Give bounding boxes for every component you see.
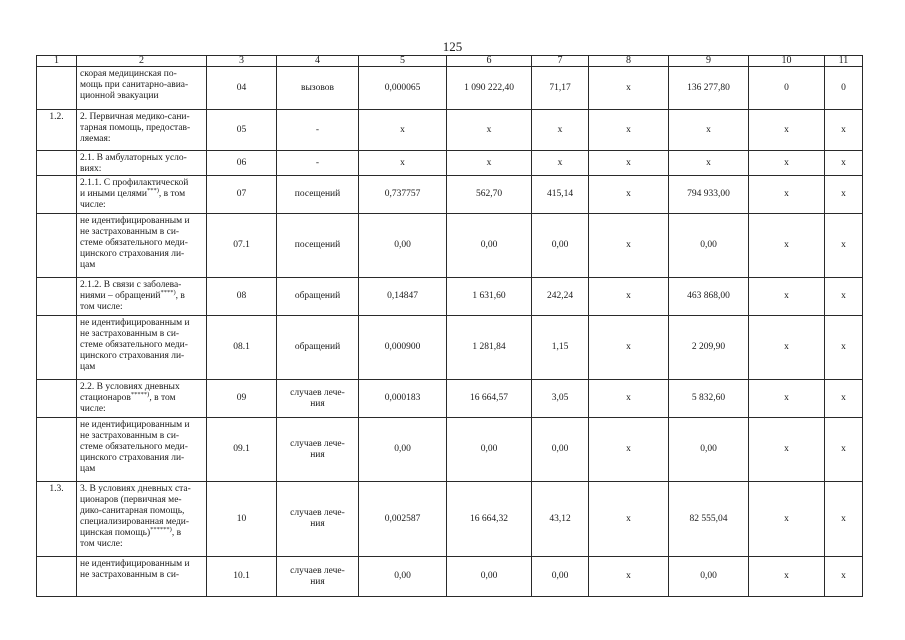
value-cell: 0,00 (532, 418, 589, 482)
column-number-cell: 6 (447, 56, 532, 67)
footnote-marker: ******) (150, 525, 172, 533)
value-cell: х (669, 110, 749, 151)
value-cell: х (359, 110, 447, 151)
row-number-cell: 1.3. (37, 482, 77, 557)
row-number-cell: 1.2. (37, 110, 77, 151)
column-number-cell: 4 (277, 56, 359, 67)
table-row (37, 151, 863, 176)
row-name-text: 2.1. В амбулаторных усло- виях: (80, 153, 187, 174)
value-cell: х (589, 418, 669, 482)
value-cell: 3,05 (532, 380, 589, 418)
row-name-cell (77, 151, 207, 176)
table-row (37, 176, 863, 214)
value-cell: х (749, 110, 825, 151)
footnote-marker: ****) (160, 288, 176, 296)
row-name-text: 2. Первичная медико-сани- тарная помощь, предостав- ляемая: (80, 112, 191, 144)
row-name-cell (77, 418, 207, 482)
value-cell: 2 209,90 (669, 316, 749, 380)
unit-cell: случаев лече- ния (277, 380, 359, 418)
table-row (37, 316, 863, 380)
value-cell: 0,00 (669, 557, 749, 597)
table-row (37, 380, 863, 418)
value-cell: х (589, 110, 669, 151)
row-name-text-continued: , в том числе: (80, 189, 186, 210)
row-name-text: не идентифицированным и не застрахованным в си- стеме обязательного меди- цинского страхования ли- цам (80, 216, 190, 270)
row-number-cell (37, 418, 77, 482)
value-cell: х (825, 278, 863, 316)
value-cell: х (589, 316, 669, 380)
value-cell: х (589, 176, 669, 214)
table-row (37, 214, 863, 278)
value-cell: 0,00 (669, 418, 749, 482)
value-cell: 0,00 (447, 418, 532, 482)
line-code-cell: 09 (207, 380, 277, 418)
line-code-cell: 05 (207, 110, 277, 151)
value-cell: 0,737757 (359, 176, 447, 214)
value-cell: х (589, 380, 669, 418)
value-cell: 5 832,60 (669, 380, 749, 418)
row-name-text: 3. В условиях дневных ста- ционаров (первичная ме- дико-санитарная помощь, специализированная меди- цинская помощь) (80, 484, 191, 538)
value-cell: 463 868,00 (669, 278, 749, 316)
footnote-marker: ***) (147, 186, 159, 194)
table-row (37, 67, 863, 110)
unit-cell: - (277, 151, 359, 176)
value-cell: х (825, 151, 863, 176)
value-cell: 0,00 (359, 557, 447, 597)
value-cell: х (589, 151, 669, 176)
row-number-cell (37, 176, 77, 214)
row-name-text: скорая медицинская по- мощь при санитарно-авиа- ционной эвакуации (80, 69, 189, 101)
value-cell: х (825, 214, 863, 278)
value-cell: 0,002587 (359, 482, 447, 557)
column-number-row (37, 56, 863, 67)
value-cell: х (749, 176, 825, 214)
value-cell: х (825, 482, 863, 557)
value-cell: 0,00 (447, 557, 532, 597)
unit-cell: обращений (277, 316, 359, 380)
value-cell: 0,000183 (359, 380, 447, 418)
unit-cell: случаев лече- ния (277, 482, 359, 557)
column-number-cell: 2 (77, 56, 207, 67)
value-cell: х (825, 316, 863, 380)
value-cell: 0,000900 (359, 316, 447, 380)
value-cell: 16 664,57 (447, 380, 532, 418)
column-number-cell: 10 (749, 56, 825, 67)
table-row (37, 418, 863, 482)
value-cell: х (825, 418, 863, 482)
row-name-text: 2.2. В условиях дневных стационаров (80, 382, 180, 403)
row-name-text: не идентифицированным и не застрахованным в си- стеме обязательного меди- цинского страхования ли- цам (80, 420, 190, 474)
value-cell: 0 (825, 67, 863, 110)
value-cell: 0,00 (447, 214, 532, 278)
value-cell: 1 631,60 (447, 278, 532, 316)
row-number-cell (37, 380, 77, 418)
value-cell: 1 281,84 (447, 316, 532, 380)
value-cell: х (589, 482, 669, 557)
row-name-cell (77, 176, 207, 214)
value-cell: х (447, 110, 532, 151)
value-cell: х (589, 214, 669, 278)
row-name-text: не идентифицированным и не застрахованным в си- стеме обязательного меди- цинского страхования ли- цам (80, 318, 190, 372)
page-number: 125 (442, 39, 463, 54)
value-cell: 1 090 222,40 (447, 67, 532, 110)
value-cell: х (825, 176, 863, 214)
line-code-cell: 10.1 (207, 557, 277, 597)
row-name-cell (77, 67, 207, 110)
value-cell: 415,14 (532, 176, 589, 214)
column-number-cell: 8 (589, 56, 669, 67)
table-row (37, 110, 863, 151)
row-number-cell (37, 316, 77, 380)
unit-cell: - (277, 110, 359, 151)
value-cell: 136 277,80 (669, 67, 749, 110)
value-cell: х (749, 557, 825, 597)
row-name-cell (77, 110, 207, 151)
unit-cell: посещений (277, 176, 359, 214)
row-number-cell (37, 67, 77, 110)
row-name-cell (77, 557, 207, 597)
line-code-cell: 07 (207, 176, 277, 214)
value-cell: х (749, 278, 825, 316)
value-cell: 16 664,32 (447, 482, 532, 557)
line-code-cell: 04 (207, 67, 277, 110)
table-body (37, 56, 863, 597)
value-cell: х (447, 151, 532, 176)
line-code-cell: 06 (207, 151, 277, 176)
row-number-cell (37, 214, 77, 278)
column-number-cell: 9 (669, 56, 749, 67)
row-name-cell (77, 214, 207, 278)
value-cell: 0,00 (669, 214, 749, 278)
value-cell: х (532, 110, 589, 151)
data-table (36, 55, 863, 597)
row-name-text-continued: , в том числе: (80, 528, 182, 549)
value-cell: 0,000065 (359, 67, 447, 110)
row-name-text: 2.1.2. В связи с заболева- ниями – обращений (80, 280, 182, 301)
value-cell: х (749, 482, 825, 557)
line-code-cell: 08.1 (207, 316, 277, 380)
row-name-cell (77, 380, 207, 418)
value-cell: 0,14847 (359, 278, 447, 316)
unit-cell: посещений (277, 214, 359, 278)
value-cell: х (749, 418, 825, 482)
row-name-cell (77, 278, 207, 316)
value-cell: х (749, 151, 825, 176)
column-number-cell: 5 (359, 56, 447, 67)
value-cell: 0,00 (359, 418, 447, 482)
unit-cell: случаев лече- ния (277, 557, 359, 597)
column-number-cell: 11 (825, 56, 863, 67)
value-cell: 0 (749, 67, 825, 110)
value-cell: х (749, 316, 825, 380)
value-cell: 82 555,04 (669, 482, 749, 557)
value-cell: 0,00 (532, 557, 589, 597)
value-cell: х (589, 67, 669, 110)
row-name-text-continued: , в том числе: (80, 393, 176, 414)
row-name-cell (77, 482, 207, 557)
value-cell: х (749, 214, 825, 278)
value-cell: х (825, 380, 863, 418)
value-cell: 0,00 (532, 214, 589, 278)
line-code-cell: 07.1 (207, 214, 277, 278)
line-code-cell: 09.1 (207, 418, 277, 482)
column-number-cell: 3 (207, 56, 277, 67)
row-number-cell (37, 151, 77, 176)
unit-cell: случаев лече- ния (277, 418, 359, 482)
value-cell: 794 933,00 (669, 176, 749, 214)
row-name-text: не идентифицированным и не застрахованным в си- (80, 559, 190, 580)
value-cell: 71,17 (532, 67, 589, 110)
column-number-cell: 7 (532, 56, 589, 67)
row-name-text: 2.1.1. С профилактической и иными целями (80, 178, 189, 199)
value-cell: 562,70 (447, 176, 532, 214)
row-name-text-continued: , в том числе: (80, 291, 185, 312)
table-row (37, 482, 863, 557)
value-cell: х (825, 557, 863, 597)
unit-cell: обращений (277, 278, 359, 316)
value-cell: 43,12 (532, 482, 589, 557)
value-cell: х (359, 151, 447, 176)
line-code-cell: 10 (207, 482, 277, 557)
row-name-cell (77, 316, 207, 380)
value-cell: х (532, 151, 589, 176)
value-cell: 1,15 (532, 316, 589, 380)
value-cell: х (669, 151, 749, 176)
value-cell: 242,24 (532, 278, 589, 316)
value-cell: х (749, 380, 825, 418)
table-row (37, 557, 863, 597)
value-cell: х (589, 278, 669, 316)
value-cell: х (589, 557, 669, 597)
value-cell: 0,00 (359, 214, 447, 278)
row-number-cell (37, 278, 77, 316)
column-number-cell: 1 (37, 56, 77, 67)
row-number-cell (37, 557, 77, 597)
footnote-marker: *****) (130, 390, 150, 398)
value-cell: х (825, 110, 863, 151)
line-code-cell: 08 (207, 278, 277, 316)
table-row (37, 278, 863, 316)
unit-cell: вызовов (277, 67, 359, 110)
